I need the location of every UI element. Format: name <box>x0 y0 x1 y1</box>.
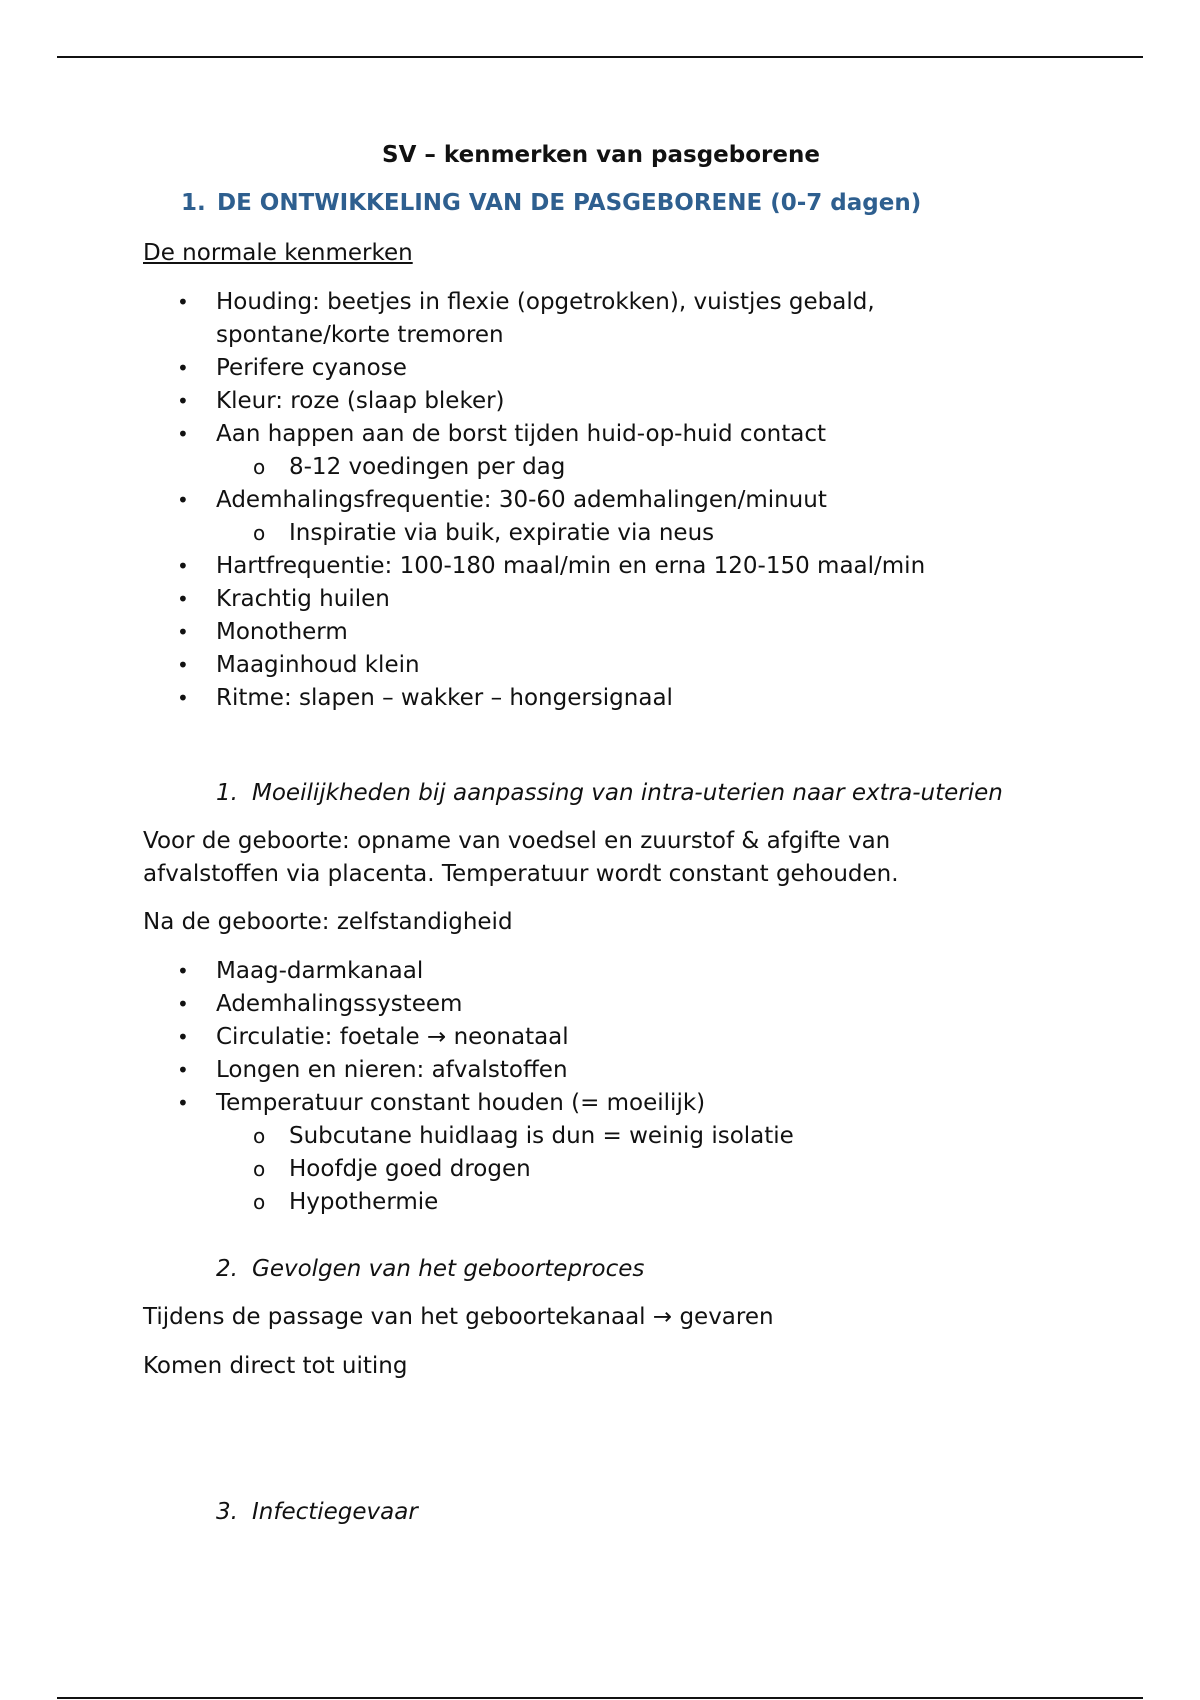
bullet-icon: • <box>177 554 189 578</box>
sub-list-item: o Subcutane huidlaag is dun = weinig isolatie <box>143 1120 794 1153</box>
list-item: • Krachtig huilen <box>143 583 925 616</box>
section-heading-1 <box>181 190 921 216</box>
bullet-icon: • <box>177 290 189 314</box>
sub-list-item: o 8-12 voedingen per dag <box>143 451 925 484</box>
section-heading-text: DE ONTWIKKELING VAN DE PASGEBORENE (0-7 dagen) <box>217 190 922 216</box>
subsection-heading-text: Gevolgen van het geboorteproces <box>252 1256 645 1282</box>
bullet-icon: • <box>177 653 189 677</box>
normal-characteristics-list <box>143 286 925 715</box>
adaptation-list <box>143 955 794 1219</box>
footer-rule <box>57 1697 1143 1699</box>
bullet-icon: • <box>177 686 189 710</box>
list-item: • Longen en nieren: afvalstoffen <box>143 1054 794 1087</box>
paragraph-direct: Komen direct tot uiting <box>143 1353 408 1379</box>
bullet-icon: • <box>177 992 189 1016</box>
bullet-icon: • <box>177 1091 189 1115</box>
bullet-icon: • <box>177 356 189 380</box>
subsection-heading-1 <box>216 780 1003 806</box>
subsection-number: 2. <box>216 1256 238 1282</box>
paragraph-before-birth: Voor de geboorte: opname van voedsel en zuurstof & afgifte van afvalstoffen via placenta. Temperatuur wordt constant gehouden. <box>143 828 899 887</box>
subsection-number: 1. <box>216 780 238 806</box>
list-item: • Houding: beetjes in flexie (opgetrokken), vuistjes gebald, <box>143 286 925 319</box>
list-item: • Kleur: roze (slaap bleker) <box>143 385 925 418</box>
bullet-icon: • <box>177 1058 189 1082</box>
circle-bullet-icon: o <box>253 521 266 545</box>
bullet-icon: • <box>177 620 189 644</box>
bullet-icon: • <box>177 959 189 983</box>
header-rule <box>57 56 1143 58</box>
list-item: • Perifere cyanose <box>143 352 925 385</box>
bullet-icon: • <box>177 422 189 446</box>
list-item-continuation: spontane/korte tremoren <box>216 322 504 348</box>
section-number: 1. <box>181 190 206 216</box>
circle-bullet-icon: o <box>253 1124 266 1148</box>
subsection-heading-text: Moeilijkheden bij aanpassing van intra-uterien naar extra-uterien <box>252 780 1003 806</box>
sub-list-item: o Hoofdje goed drogen <box>143 1153 794 1186</box>
list-item: • Hartfrequentie: 100-180 maal/min en erna 120-150 maal/min <box>143 550 925 583</box>
list-item: • Maaginhoud klein <box>143 649 925 682</box>
list-item: • Ademhalingssysteem <box>143 988 794 1021</box>
paragraph-birth-canal: Tijdens de passage van het geboortekanaal → gevaren <box>143 1304 774 1330</box>
bullet-icon: • <box>177 389 189 413</box>
bullet-icon: • <box>177 1025 189 1049</box>
sub-list-item: o Hypothermie <box>143 1186 794 1219</box>
document-title: SV – kenmerken van pasgeborene <box>382 142 820 168</box>
bullet-icon: • <box>177 488 189 512</box>
subsection-heading-text: Infectiegevaar <box>252 1499 418 1525</box>
list-item: • Temperatuur constant houden (= moeilijk) <box>143 1087 794 1120</box>
circle-bullet-icon: o <box>253 1190 266 1214</box>
list-item: • Maag-darmkanaal <box>143 955 794 988</box>
paragraph-after-birth: Na de geboorte: zelfstandigheid <box>143 909 513 935</box>
list-item: • Aan happen aan de borst tijden huid-op-huid contact <box>143 418 925 451</box>
sub-list-item: o Inspiratie via buik, expiratie via neus <box>143 517 925 550</box>
subsection-heading-3 <box>216 1499 418 1525</box>
circle-bullet-icon: o <box>253 1157 266 1181</box>
list-item: • Monotherm <box>143 616 925 649</box>
list-item: • Circulatie: foetale → neonataal <box>143 1021 794 1054</box>
subsection-heading-2 <box>216 1256 644 1282</box>
subsection-number: 3. <box>216 1499 238 1525</box>
list-item: • Ritme: slapen – wakker – hongersignaal <box>143 682 925 715</box>
subheading-normal: De normale kenmerken <box>143 240 413 266</box>
list-item: • Ademhalingsfrequentie: 30-60 ademhalingen/minuut <box>143 484 925 517</box>
circle-bullet-icon: o <box>253 455 266 479</box>
bullet-icon: • <box>177 587 189 611</box>
